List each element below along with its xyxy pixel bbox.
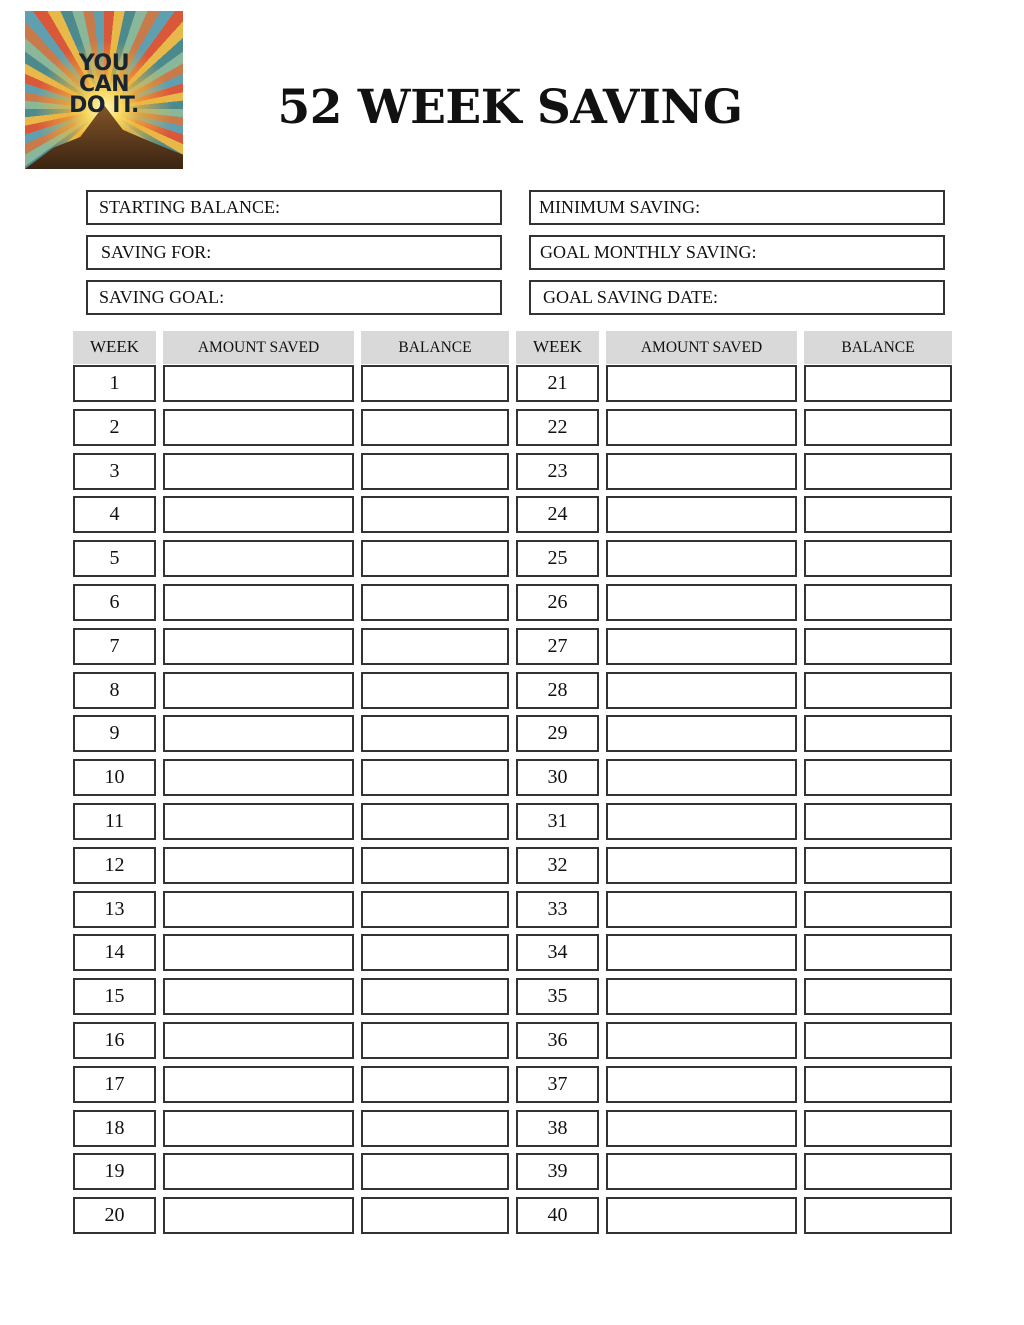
week-number-cell: 20 — [73, 1197, 156, 1234]
amount-saved-input[interactable] — [606, 891, 797, 928]
amount-saved-input[interactable] — [163, 1110, 354, 1147]
logo-line-1: YOU — [78, 51, 130, 76]
balance-input[interactable] — [361, 978, 509, 1015]
week-number-cell: 2 — [73, 409, 156, 446]
amount-saved-input[interactable] — [163, 934, 354, 971]
logo-text — [25, 53, 183, 116]
week-number-cell: 13 — [73, 891, 156, 928]
balance-input[interactable] — [804, 759, 952, 796]
week-number-cell: 40 — [516, 1197, 599, 1234]
balance-input[interactable] — [361, 715, 509, 752]
balance-input[interactable] — [804, 847, 952, 884]
week-number-cell: 21 — [516, 365, 599, 402]
balance-input[interactable] — [361, 1066, 509, 1103]
week-number-cell: 39 — [516, 1153, 599, 1190]
saving-for-field[interactable] — [86, 235, 502, 270]
balance-input[interactable] — [361, 891, 509, 928]
amount-saved-input[interactable] — [163, 1197, 354, 1234]
amount-saved-input[interactable] — [606, 409, 797, 446]
field-label: SAVING FOR: — [101, 242, 212, 262]
amount-saved-input[interactable] — [606, 453, 797, 490]
field-label: MINIMUM SAVING: — [539, 197, 701, 217]
balance-input[interactable] — [804, 715, 952, 752]
balance-input[interactable] — [361, 540, 509, 577]
balance-input[interactable] — [361, 409, 509, 446]
logo-line-2: CAN — [78, 72, 130, 97]
balance-input[interactable] — [361, 1153, 509, 1190]
header-week-right: WEEK — [516, 331, 599, 364]
balance-input[interactable] — [361, 934, 509, 971]
amount-saved-input[interactable] — [606, 628, 797, 665]
amount-saved-input[interactable] — [163, 453, 354, 490]
week-number-cell: 18 — [73, 1110, 156, 1147]
header-amount-saved-right: AMOUNT SAVED — [606, 331, 797, 364]
balance-input[interactable] — [804, 496, 952, 533]
week-number-cell: 31 — [516, 803, 599, 840]
amount-saved-input[interactable] — [163, 715, 354, 752]
amount-saved-input[interactable] — [163, 891, 354, 928]
balance-input[interactable] — [804, 540, 952, 577]
you-can-do-it-image — [25, 11, 183, 169]
logo-line-3: DO IT. — [69, 93, 139, 118]
balance-input[interactable] — [361, 584, 509, 621]
amount-saved-input[interactable] — [163, 1022, 354, 1059]
amount-saved-input[interactable] — [606, 715, 797, 752]
balance-input[interactable] — [804, 934, 952, 971]
amount-saved-input[interactable] — [606, 803, 797, 840]
amount-saved-input[interactable] — [163, 672, 354, 709]
week-number-cell: 26 — [516, 584, 599, 621]
amount-saved-input[interactable] — [163, 759, 354, 796]
balance-input[interactable] — [361, 628, 509, 665]
week-number-cell: 6 — [73, 584, 156, 621]
amount-saved-input[interactable] — [606, 365, 797, 402]
amount-saved-input[interactable] — [163, 540, 354, 577]
field-label: SAVING GOAL: — [99, 287, 225, 307]
balance-input[interactable] — [361, 365, 509, 402]
amount-saved-input[interactable] — [606, 1110, 797, 1147]
balance-input[interactable] — [361, 672, 509, 709]
balance-input[interactable] — [361, 1197, 509, 1234]
amount-saved-input[interactable] — [163, 1153, 354, 1190]
week-number-cell: 36 — [516, 1022, 599, 1059]
amount-saved-input[interactable] — [163, 1066, 354, 1103]
balance-input[interactable] — [361, 759, 509, 796]
amount-saved-input[interactable] — [606, 584, 797, 621]
week-number-cell: 34 — [516, 934, 599, 971]
balance-input[interactable] — [804, 1022, 952, 1059]
balance-input[interactable] — [804, 803, 952, 840]
balance-input[interactable] — [804, 1153, 952, 1190]
balance-input[interactable] — [804, 891, 952, 928]
week-number-cell: 16 — [73, 1022, 156, 1059]
week-number-cell: 32 — [516, 847, 599, 884]
goal-monthly-saving-field[interactable] — [529, 235, 945, 270]
balance-input[interactable] — [361, 453, 509, 490]
week-number-cell: 15 — [73, 978, 156, 1015]
balance-input[interactable] — [361, 803, 509, 840]
amount-saved-input[interactable] — [163, 978, 354, 1015]
balance-input[interactable] — [804, 365, 952, 402]
amount-saved-input[interactable] — [606, 1197, 797, 1234]
header-week-left: WEEK — [73, 331, 156, 364]
amount-saved-input[interactable] — [606, 1066, 797, 1103]
week-number-cell: 14 — [73, 934, 156, 971]
amount-saved-input[interactable] — [606, 540, 797, 577]
balance-input[interactable] — [804, 1110, 952, 1147]
week-number-cell: 9 — [73, 715, 156, 752]
header-amount-saved-left: AMOUNT SAVED — [163, 331, 354, 364]
amount-saved-input[interactable] — [606, 1022, 797, 1059]
balance-input[interactable] — [361, 1110, 509, 1147]
amount-saved-input[interactable] — [163, 628, 354, 665]
amount-saved-input[interactable] — [163, 409, 354, 446]
field-label: GOAL SAVING DATE: — [543, 287, 718, 307]
week-number-cell: 1 — [73, 365, 156, 402]
balance-input[interactable] — [804, 1197, 952, 1234]
week-number-cell: 37 — [516, 1066, 599, 1103]
week-number-cell: 25 — [516, 540, 599, 577]
week-number-cell: 33 — [516, 891, 599, 928]
field-label: STARTING BALANCE: — [99, 197, 280, 217]
week-number-cell: 5 — [73, 540, 156, 577]
week-number-cell: 10 — [73, 759, 156, 796]
week-number-cell: 3 — [73, 453, 156, 490]
balance-input[interactable] — [361, 496, 509, 533]
amount-saved-input[interactable] — [606, 672, 797, 709]
amount-saved-input[interactable] — [606, 1153, 797, 1190]
header-balance-left: BALANCE — [361, 331, 509, 364]
balance-input[interactable] — [804, 453, 952, 490]
page-title: 52 WEEK SAVING — [277, 80, 743, 135]
week-number-cell: 30 — [516, 759, 599, 796]
amount-saved-input[interactable] — [163, 496, 354, 533]
amount-saved-input[interactable] — [163, 803, 354, 840]
amount-saved-input[interactable] — [606, 496, 797, 533]
saving-goal-field[interactable] — [86, 280, 502, 315]
amount-saved-input[interactable] — [163, 584, 354, 621]
balance-input[interactable] — [804, 672, 952, 709]
week-number-cell: 11 — [73, 803, 156, 840]
goal-saving-date-field[interactable] — [529, 280, 945, 315]
week-number-cell: 27 — [516, 628, 599, 665]
amount-saved-input[interactable] — [606, 759, 797, 796]
amount-saved-input[interactable] — [606, 847, 797, 884]
starting-balance-field[interactable] — [86, 190, 502, 225]
balance-input[interactable] — [804, 584, 952, 621]
amount-saved-input[interactable] — [606, 934, 797, 971]
week-number-cell: 7 — [73, 628, 156, 665]
balance-input[interactable] — [804, 1066, 952, 1103]
field-label: GOAL MONTHLY SAVING: — [540, 242, 757, 262]
week-number-cell: 8 — [73, 672, 156, 709]
week-number-cell: 19 — [73, 1153, 156, 1190]
amount-saved-input[interactable] — [163, 365, 354, 402]
balance-input[interactable] — [804, 409, 952, 446]
balance-input[interactable] — [804, 628, 952, 665]
week-number-cell: 29 — [516, 715, 599, 752]
week-number-cell: 23 — [516, 453, 599, 490]
week-number-cell: 35 — [516, 978, 599, 1015]
week-number-cell: 4 — [73, 496, 156, 533]
week-number-cell: 24 — [516, 496, 599, 533]
balance-input[interactable] — [804, 978, 952, 1015]
amount-saved-input[interactable] — [606, 978, 797, 1015]
amount-saved-input[interactable] — [163, 847, 354, 884]
week-number-cell: 12 — [73, 847, 156, 884]
week-number-cell: 17 — [73, 1066, 156, 1103]
balance-input[interactable] — [361, 1022, 509, 1059]
minimum-saving-field[interactable] — [529, 190, 945, 225]
week-number-cell: 38 — [516, 1110, 599, 1147]
week-number-cell: 28 — [516, 672, 599, 709]
header-balance-right: BALANCE — [804, 331, 952, 364]
balance-input[interactable] — [361, 847, 509, 884]
week-number-cell: 22 — [516, 409, 599, 446]
